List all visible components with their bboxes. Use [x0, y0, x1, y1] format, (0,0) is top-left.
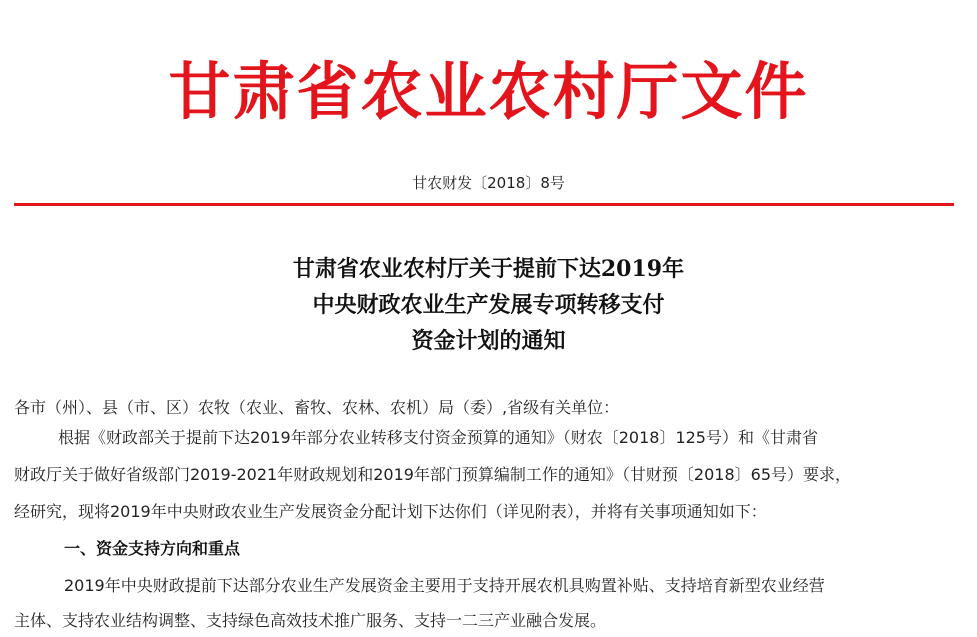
paragraph-1-line-3: 经研究，现将2019年中央财政农业生产发展资金分配计划下达你们（详见附表），并将有关事项通知如下：	[14, 502, 767, 521]
notice-title-line-2: 中央财政农业生产发展专项转移支付	[312, 292, 665, 318]
notice-title-line-3: 资金计划的通知	[411, 328, 566, 354]
document-number: 甘农财发〔2018〕8号	[412, 174, 565, 192]
addressee-line: 各市（州）、县（市、区）农牧（农业、畜牧、农林、农机）局（委）,省级有关单位：	[14, 398, 620, 417]
document-issuer-title: 甘肃省农业农村厅文件	[168, 55, 809, 128]
section-1-heading: 一、资金支持方向和重点	[64, 539, 241, 558]
paragraph-2-line-2: 主体、支持农业结构调整、支持绿色高效技术推广服务、支持一二三产业融合发展。	[14, 611, 607, 630]
paragraph-2-line-1: 2019年中央财政提前下达部分农业生产发展资金主要用于支持开展农机具购置补贴、支持培育新型农业经营	[64, 576, 825, 595]
paragraph-1-line-2: 财政厅关于做好省级部门2019-2021年财政规划和2019年部门预算编制工作的通知》（甘财预〔2018〕65号）要求，	[14, 465, 852, 484]
paragraph-1-line-1: 根据《财政部关于提前下达2019年部分农业转移支付资金预算的通知》（财农〔2018〕125号）和《甘肃省	[58, 428, 818, 447]
red-divider-line	[14, 203, 954, 206]
notice-title-line-1: 甘肃省农业农村厅关于提前下达2019年	[292, 256, 685, 282]
